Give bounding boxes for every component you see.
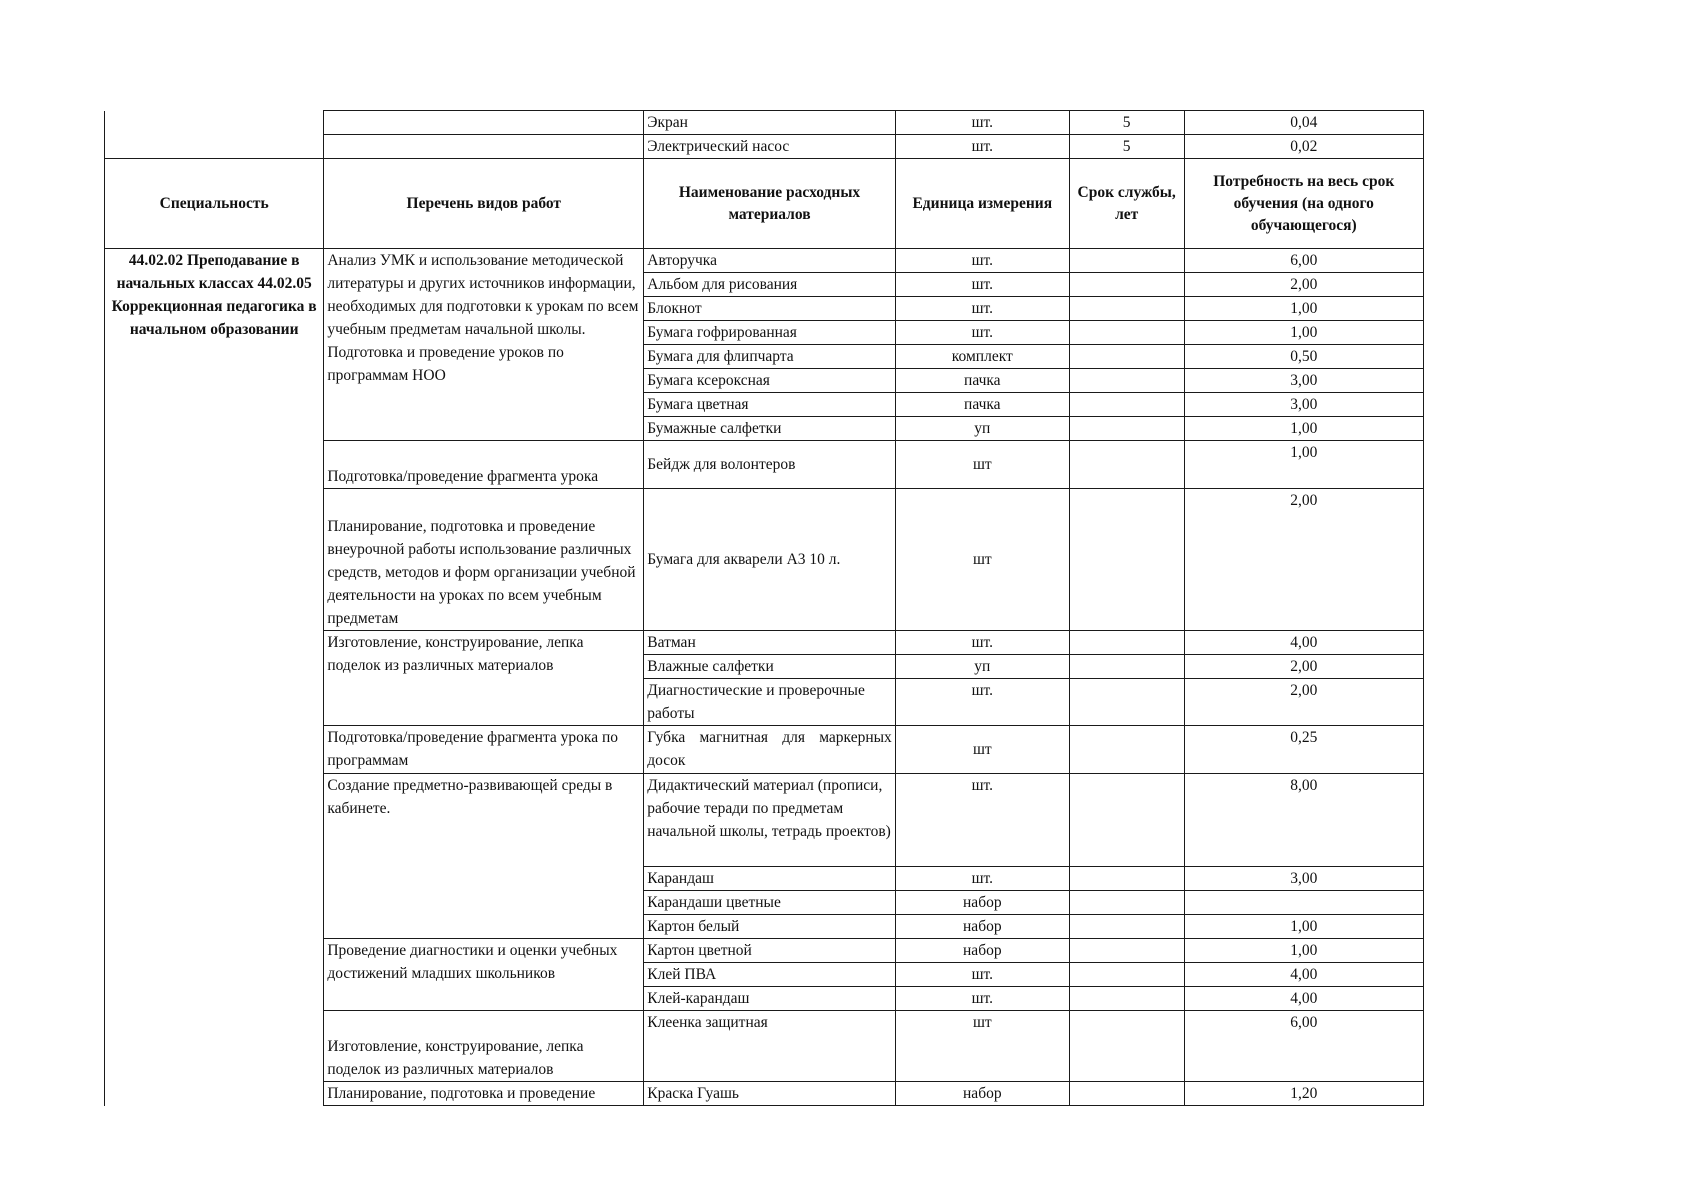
need-cell: 1,00 xyxy=(1184,297,1423,321)
material-cell: Бумажные салфетки xyxy=(644,417,896,441)
material-cell: Блокнот xyxy=(644,297,896,321)
work-cell xyxy=(324,135,644,159)
table-header xyxy=(105,159,1424,249)
life-cell xyxy=(1069,914,1184,938)
life-cell xyxy=(1069,962,1184,986)
unit-cell: шт. xyxy=(895,321,1069,345)
unit-cell: шт xyxy=(895,1010,1069,1082)
material-cell: Бумага для флипчарта xyxy=(644,345,896,369)
need-cell: 4,00 xyxy=(1184,630,1423,654)
unit-cell: пачка xyxy=(895,393,1069,417)
material-cell: Бейдж для волонтеров xyxy=(644,441,896,489)
life-cell xyxy=(1069,986,1184,1010)
unit-cell: шт xyxy=(895,441,1069,489)
need-cell: 1,20 xyxy=(1184,1082,1423,1106)
life-cell xyxy=(1069,393,1184,417)
material-cell: Авторучка xyxy=(644,249,896,273)
material-cell: Электрический насос xyxy=(644,135,896,159)
life-cell: 5 xyxy=(1069,111,1184,135)
life-cell xyxy=(1069,297,1184,321)
material-cell: Бумага гофрированная xyxy=(644,321,896,345)
life-cell xyxy=(1069,321,1184,345)
unit-cell: шт. xyxy=(895,273,1069,297)
need-cell: 6,00 xyxy=(1184,1010,1423,1082)
material-cell: Клеенка защитная xyxy=(644,1010,896,1082)
specialty-cell xyxy=(105,111,324,135)
table-row xyxy=(105,111,1424,135)
work-cell: Подготовка/проведение фрагмента урока xyxy=(324,441,644,489)
material-cell: Бумага цветная xyxy=(644,393,896,417)
life-cell xyxy=(1069,890,1184,914)
table-row xyxy=(105,249,1424,273)
need-cell: 0,25 xyxy=(1184,726,1423,774)
need-cell: 4,00 xyxy=(1184,962,1423,986)
life-cell xyxy=(1069,1082,1184,1106)
unit-cell: шт. xyxy=(895,678,1069,726)
work-cell: Создание предметно-развивающей среды в кабинете. xyxy=(324,773,644,938)
unit-cell: набор xyxy=(895,914,1069,938)
unit-cell: шт. xyxy=(895,986,1069,1010)
material-cell: Бумага ксероксная xyxy=(644,369,896,393)
unit-cell: уп xyxy=(895,417,1069,441)
need-cell: 1,00 xyxy=(1184,321,1423,345)
need-cell: 2,00 xyxy=(1184,488,1423,630)
material-cell: Картон белый xyxy=(644,914,896,938)
life-cell xyxy=(1069,678,1184,726)
material-cell: Ватман xyxy=(644,630,896,654)
life-cell xyxy=(1069,938,1184,962)
need-cell: 1,00 xyxy=(1184,417,1423,441)
life-cell xyxy=(1069,1010,1184,1082)
unit-cell: набор xyxy=(895,938,1069,962)
need-cell: 3,00 xyxy=(1184,393,1423,417)
work-cell: Подготовка/проведение фрагмента урока по программам xyxy=(324,726,644,774)
unit-cell: шт xyxy=(895,726,1069,774)
material-cell: Карандаш xyxy=(644,866,896,890)
life-cell xyxy=(1069,369,1184,393)
life-cell xyxy=(1069,345,1184,369)
life-cell xyxy=(1069,654,1184,678)
need-cell: 2,00 xyxy=(1184,654,1423,678)
material-cell: Бумага для акварели А3 10 л. xyxy=(644,488,896,630)
need-cell: 0,04 xyxy=(1184,111,1423,135)
header-unit: Единица измерения xyxy=(895,159,1069,249)
unit-cell: шт. xyxy=(895,773,1069,866)
work-cell: Анализ УМК и использование методической литературы и других источников информации, необходимых для подготовки к урокам по всем учебным предметам начальной школы. Подготовка и проведение уроков по программам НОО xyxy=(324,249,644,441)
unit-cell: шт. xyxy=(895,111,1069,135)
material-cell: Дидактический материал (прописи, рабочие терaди по предметам начальной школы, тетрадь проектов) xyxy=(644,773,896,866)
unit-cell: шт xyxy=(895,488,1069,630)
table-row xyxy=(105,135,1424,159)
work-cell xyxy=(324,111,644,135)
unit-cell: уп xyxy=(895,654,1069,678)
materials-table xyxy=(104,110,1424,1106)
unit-cell: шт. xyxy=(895,962,1069,986)
material-cell: Клей ПВА xyxy=(644,962,896,986)
unit-cell: шт. xyxy=(895,866,1069,890)
work-cell: Планирование, подготовка и проведение xyxy=(324,1082,644,1106)
unit-cell: шт. xyxy=(895,297,1069,321)
material-cell: Карандаши цветные xyxy=(644,890,896,914)
life-cell xyxy=(1069,249,1184,273)
life-cell xyxy=(1069,488,1184,630)
material-cell: Альбом для рисования xyxy=(644,273,896,297)
need-cell: 6,00 xyxy=(1184,249,1423,273)
material-cell: Диагностические и проверочные работы xyxy=(644,678,896,726)
specialty-cell: 44.02.02 Преподавание в начальных классах 44.02.05 Коррекционная педагогика в начальном образовании xyxy=(105,249,324,1106)
header-specialty: Специальность xyxy=(105,159,324,249)
need-cell: 2,00 xyxy=(1184,273,1423,297)
need-cell xyxy=(1184,890,1423,914)
life-cell xyxy=(1069,726,1184,774)
life-cell xyxy=(1069,417,1184,441)
material-cell: Экран xyxy=(644,111,896,135)
need-cell: 1,00 xyxy=(1184,914,1423,938)
life-cell xyxy=(1069,630,1184,654)
life-cell xyxy=(1069,773,1184,866)
unit-cell: пачка xyxy=(895,369,1069,393)
header-need: Потребность на весь срок обучения (на одного обучающегося) xyxy=(1184,159,1423,249)
need-cell: 0,02 xyxy=(1184,135,1423,159)
material-cell: Клей-карандаш xyxy=(644,986,896,1010)
need-cell: 1,00 xyxy=(1184,938,1423,962)
work-cell: Изготовление, конструирование, лепка поделок из различных материалов xyxy=(324,630,644,726)
work-cell: Проведение диагностики и оценки учебных достижений младших школьников xyxy=(324,938,644,1010)
unit-cell: набор xyxy=(895,1082,1069,1106)
need-cell: 3,00 xyxy=(1184,369,1423,393)
need-cell: 3,00 xyxy=(1184,866,1423,890)
need-cell: 2,00 xyxy=(1184,678,1423,726)
need-cell: 8,00 xyxy=(1184,773,1423,866)
work-cell: Изготовление, конструирование, лепка поделок из различных материалов xyxy=(324,1010,644,1082)
need-cell: 4,00 xyxy=(1184,986,1423,1010)
header-materials: Наименование расходных материалов xyxy=(644,159,896,249)
unit-cell: шт. xyxy=(895,630,1069,654)
header-life: Срок службы, лет xyxy=(1069,159,1184,249)
header-works: Перечень видов работ xyxy=(324,159,644,249)
material-cell: Влажные салфетки xyxy=(644,654,896,678)
need-cell: 0,50 xyxy=(1184,345,1423,369)
material-cell: Краска Гуашь xyxy=(644,1082,896,1106)
need-cell: 1,00 xyxy=(1184,441,1423,489)
specialty-cell xyxy=(105,135,324,159)
unit-cell: комплект xyxy=(895,345,1069,369)
unit-cell: набор xyxy=(895,890,1069,914)
life-cell xyxy=(1069,441,1184,489)
life-cell xyxy=(1069,273,1184,297)
unit-cell: шт. xyxy=(895,249,1069,273)
life-cell: 5 xyxy=(1069,135,1184,159)
life-cell xyxy=(1069,866,1184,890)
work-cell: Планирование, подготовка и проведение внеурочной работы использование различных средств, методов и форм организации учебной деятельности на уроках по всем учебным предметам xyxy=(324,488,644,630)
unit-cell: шт. xyxy=(895,135,1069,159)
material-cell: Губка магнитная для маркерных досок xyxy=(644,726,896,774)
material-cell: Картон цветной xyxy=(644,938,896,962)
